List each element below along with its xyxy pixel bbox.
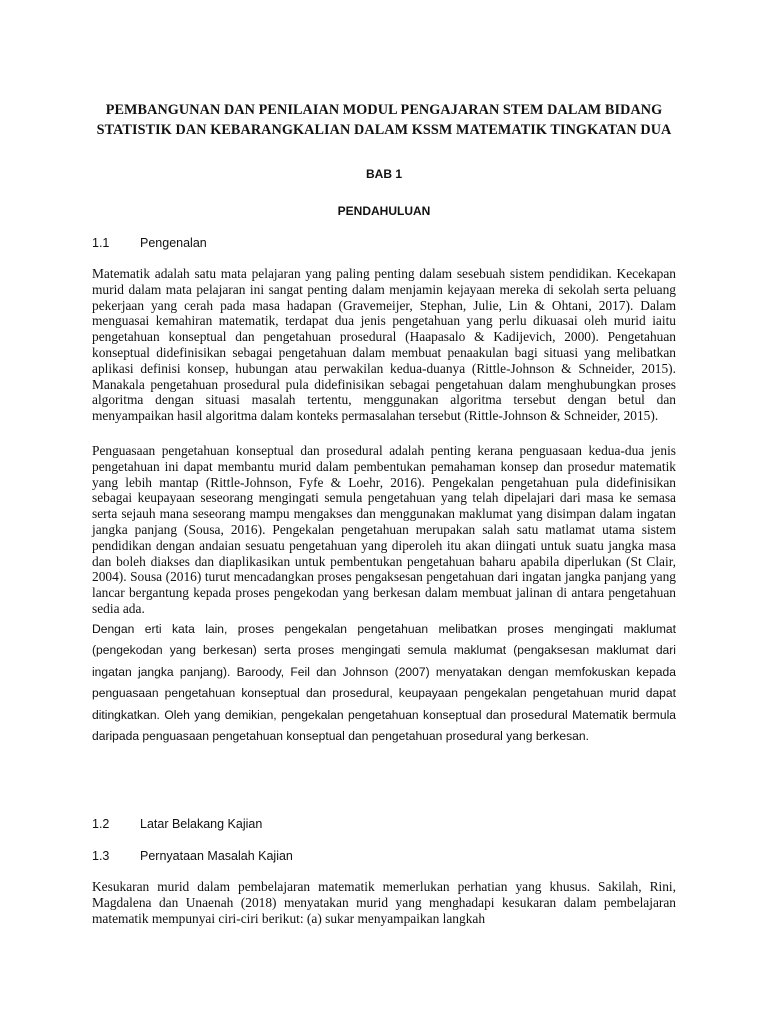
paragraph-knowledge-mastery: Penguasaan pengetahuan konseptual dan prosedural adalah penting kerana penguasaan kedua-dua jenis pengetahuan ini dapat membantu murid dalam pembentukan pemahaman konsep dan prosedur matematik yang lebih mantap (Rittle-Johnson, Fyfe & Loehr, 2016). Pengekalan pengetahuan pula didefinisikan sebagai keupayaan seseorang mengingati semula pengetahuan yang telah dipelajari dari masa ke semasa serta sejauh mana seseorang mampu mengakses dan menggunakan maklumat yang disimpan dalam ingatan jangka panjang (Sousa, 2016). Pengekalan pengetahuan merupakan salah satu matlamat utama sistem pendidikan dengan andaian sesuatu pengetahuan yang diperoleh itu akan diingati untuk suatu jangka masa dan boleh diakses dan diaplikasikan untuk pembentukan pengetahuan baharu apabila diperlukan (St Clair, 2004). Sousa (2016) turut mencadangkan proses pengaksesan pengetahuan dari ingatan jangka panjang yang lancar bergantung kepada proses pengekodan yang berkesan dalam membuat jalinan di antara pengetahuan sedia ada. — [92, 443, 676, 616]
section-heading-1-1 — [92, 236, 207, 250]
section-heading-1-3 — [92, 849, 293, 863]
paragraph-intro: Matematik adalah satu mata pelajaran yang paling penting dalam sesebuah sistem pendidikan. Kecekapan murid dalam mata pelajaran ini sangat penting dalam menjamin kejayaan mereka di sekolah serta peluang pekerjaan yang cerah pada masa hadapan (Gravemeijer, Stephan, Julie, Lin & Ohtani, 2017). Dalam menguasai kemahiran matematik, terdapat dua jenis pengetahuan yang perlu dikuasai oleh murid iaitu pengetahuan konseptual dan pengetahuan prosedural (Haapasalo & Kadijevich, 2000). Pengetahuan konseptual didefinisikan sebagai pengetahuan dalam membuat penaakulan bagi situasi yang melibatkan aplikasi definisi konsep, hubungan atau perwakilan kedua-duanya (Rittle-Johnson & Schneider, 2015). Manakala pengetahuan prosedural pula didefinisikan sebagai pengetahuan dalam menghubungkan proses algoritma dengan situasi masalah tertentu, menggunakan algoritma tersebut dengan betul dan menyampaikan hasil algoritma dalam konteks permasalahan tersebut (Rittle-Johnson & Schneider, 2015). — [92, 266, 676, 424]
paragraph-retention: Dengan erti kata lain, proses pengekalan pengetahuan melibatkan proses mengingati maklumat (pengekodan yang berkesan) serta proses mengingati semula maklumat (pengaksesan maklumat dari ingatan jangka panjang). Baroody, Feil dan Johnson (2007) menyatakan dengan memfokuskan kepada penguasaan pengetahuan konseptual dan prosedural, keupayaan pengekalan pengetahuan murid dapat ditingkatkan. Oleh yang demikian, pengekalan pengetahuan konseptual dan prosedural Matematik bermula daripada penguasaan pengetahuan konseptual dan pengetahuan prosedural yang berkesan. — [92, 622, 676, 744]
section-title: Latar Belakang Kajian — [140, 817, 263, 831]
section-title: Pernyataan Masalah Kajian — [140, 849, 293, 863]
document-title: PEMBANGUNAN DAN PENILAIAN MODUL PENGAJARAN STEM DALAM BIDANG STATISTIK DAN KEBARANGKALIAN DALAM KSSM MATEMATIK TINGKATAN DUA — [96, 102, 672, 138]
section-heading-1-2 — [92, 817, 262, 831]
chapter-title: PENDAHULUAN — [337, 204, 431, 218]
section-title: Pengenalan — [140, 236, 207, 250]
paragraph-problem-statement: Kesukaran murid dalam pembelajaran matematik memerlukan perhatian yang khusus. Sakilah, Rini, Magdalena dan Unaenah (2018) menyatakan murid yang menghadapi kesukaran dalam pembelajaran matematik mempunyai ciri-ciri berikut: (a) sukar menyampaikan langkah — [92, 879, 676, 926]
section-number: 1.2 — [92, 817, 110, 831]
chapter-label: BAB 1 — [365, 167, 402, 181]
section-number: 1.1 — [92, 236, 110, 250]
section-number: 1.3 — [92, 849, 110, 863]
